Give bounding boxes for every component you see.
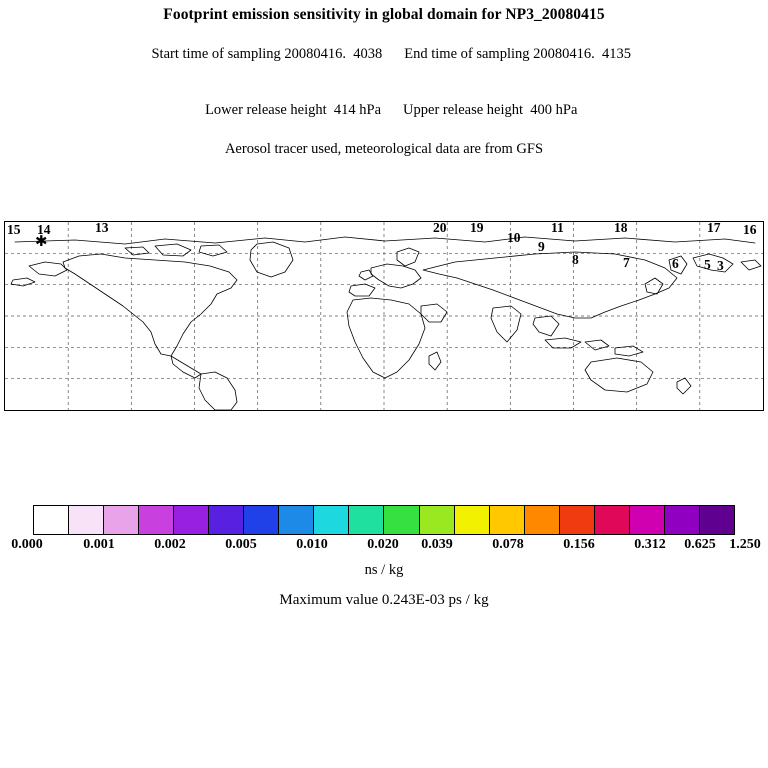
colorbar <box>33 505 735 535</box>
colorbar-swatch <box>69 506 104 534</box>
trajectory-label-20: 20 <box>433 221 447 235</box>
tracer-label: Aerosol tracer used, meteorological data are from GFS <box>224 141 544 157</box>
colorbar-swatch <box>34 506 69 534</box>
maximum-value-label: Maximum value 0.243E-03 ps / kg <box>279 592 489 608</box>
colorbar-tick: 1.250 <box>729 537 761 552</box>
trajectory-label-5: 5 <box>704 257 711 272</box>
colorbar-swatch <box>525 506 560 534</box>
colorbar-tick: 0.312 <box>634 537 666 552</box>
trajectory-label-16: 16 <box>743 222 757 237</box>
header-block <box>0 0 768 158</box>
colorbar-unit-label: ns / kg <box>364 562 404 578</box>
end-time-label: End time of sampling 20080416. 4135 <box>404 46 632 62</box>
trajectory-label-17: 17 <box>707 221 721 235</box>
colorbar-swatch <box>420 506 455 534</box>
trajectory-label-3: 3 <box>717 258 724 273</box>
world-map <box>5 222 763 410</box>
colorbar-swatch <box>174 506 209 534</box>
colorbar-swatch <box>279 506 314 534</box>
trajectory-label-19: 19 <box>470 221 484 235</box>
colorbar-swatch <box>384 506 419 534</box>
colorbar-swatch <box>630 506 665 534</box>
colorbar-swatch <box>700 506 734 534</box>
colorbar-tick: 0.020 <box>367 537 399 552</box>
colorbar-swatch <box>665 506 700 534</box>
trajectory-label-13: 13 <box>95 221 109 235</box>
graticule-lines <box>5 222 763 410</box>
lower-release-height-label: Lower release height 414 hPa <box>205 102 382 118</box>
colorbar-tick: 0.039 <box>421 537 453 552</box>
sampling-time-line <box>0 29 768 80</box>
colorbar-swatch <box>139 506 174 534</box>
colorbar-tick: 0.010 <box>296 537 328 552</box>
colorbar-tick: 0.625 <box>684 537 716 552</box>
release-point-marker: ✱ <box>35 234 48 250</box>
trajectory-label-10: 10 <box>507 230 521 245</box>
trajectory-label-11: 11 <box>551 221 564 235</box>
colorbar-tick: 0.000 <box>11 537 43 552</box>
start-time-label: Start time of sampling 20080416. 4038 <box>151 46 383 62</box>
colorbar-swatch <box>595 506 630 534</box>
trajectory-label-8: 8 <box>572 252 579 267</box>
colorbar-swatch <box>209 506 244 534</box>
colorbar-tick-labels <box>0 537 768 555</box>
release-height-line <box>0 85 768 136</box>
colorbar-swatch <box>349 506 384 534</box>
page-title: Footprint emission sensitivity in global domain for NP3_20080415 <box>163 6 605 23</box>
trajectory-label-7: 7 <box>623 255 630 270</box>
trajectory-label-6: 6 <box>672 256 679 271</box>
colorbar-swatch <box>314 506 349 534</box>
colorbar-swatch <box>244 506 279 534</box>
colorbar-tick: 0.078 <box>492 537 524 552</box>
coastlines <box>11 234 761 410</box>
colorbar-swatch <box>455 506 490 534</box>
trajectory-label-18: 18 <box>614 221 628 235</box>
colorbar-tick: 0.002 <box>154 537 186 552</box>
colorbar-tick: 0.156 <box>563 537 595 552</box>
upper-release-height-label: Upper release height 400 hPa <box>403 102 578 118</box>
colorbar-swatch <box>490 506 525 534</box>
trajectory-label-9: 9 <box>538 239 545 254</box>
trajectory-label-14: 14 <box>37 222 51 237</box>
global-map-panel <box>4 221 764 411</box>
trajectory-label-15: 15 <box>7 222 21 237</box>
colorbar-swatch <box>560 506 595 534</box>
colorbar-tick: 0.001 <box>83 537 115 552</box>
colorbar-tick: 0.005 <box>225 537 257 552</box>
colorbar-swatch <box>104 506 139 534</box>
